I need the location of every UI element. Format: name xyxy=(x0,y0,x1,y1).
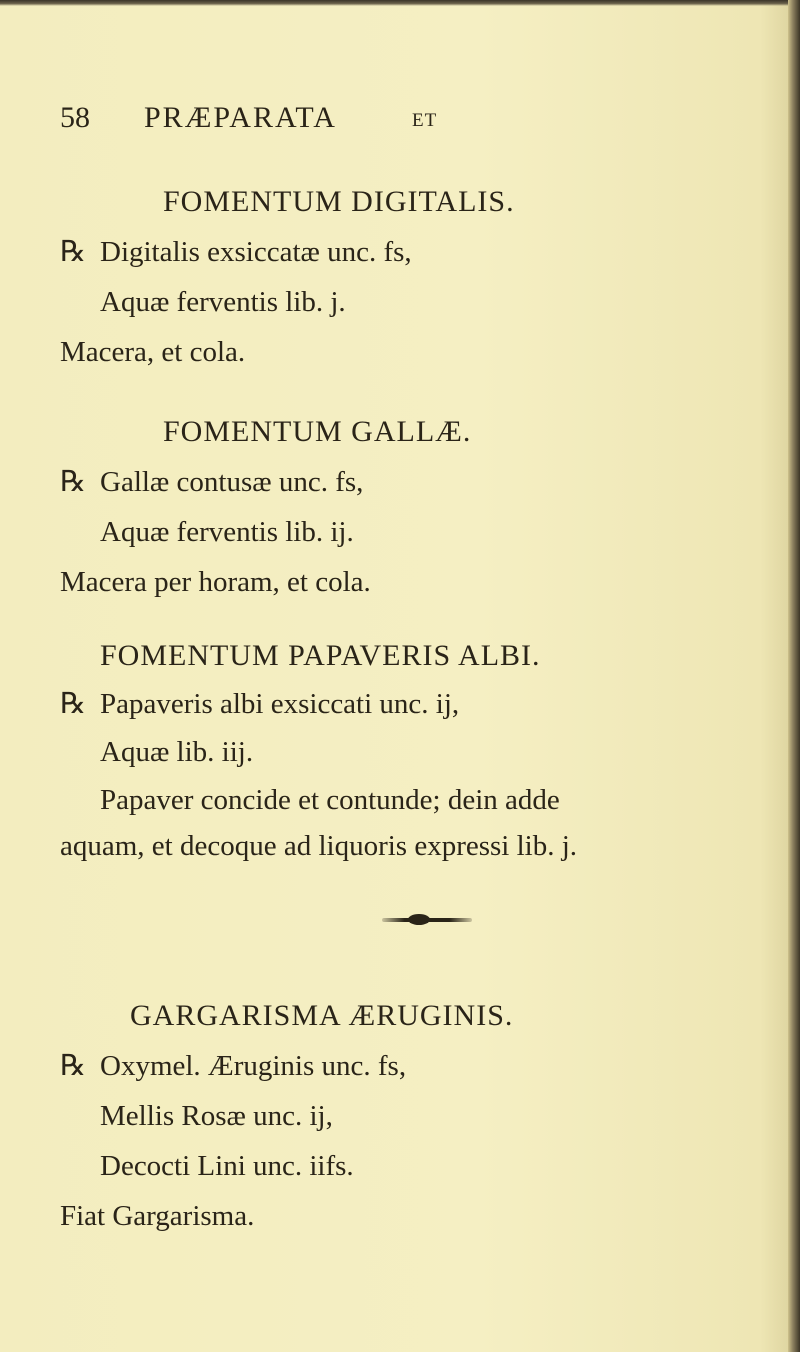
recipe-symbol: ℞ xyxy=(60,1050,86,1082)
page-number: 58 xyxy=(60,101,90,134)
recipe-line-text: Digitalis exsiccatæ unc. fs, xyxy=(100,236,412,268)
recipe-instruction: Macera per horam, et cola. xyxy=(60,566,371,598)
section-title-fomentum-digitalis: FOMENTUM DIGITALIS. xyxy=(163,185,515,218)
recipe-line xyxy=(60,1046,406,1086)
recipe-line xyxy=(60,232,412,272)
top-edge-shadow xyxy=(0,0,800,6)
running-title-et: ET xyxy=(412,110,438,131)
recipe-instruction: Papaver concide et contunde; dein adde xyxy=(100,784,560,816)
recipe-line-text: Oxymel. Æruginis unc. fs, xyxy=(100,1050,407,1082)
recipe-line: Aquæ ferventis lib. j. xyxy=(100,286,346,318)
recipe-line: Aquæ ferventis lib. ij. xyxy=(100,516,354,548)
recipe-instruction: Fiat Gargarisma. xyxy=(60,1200,255,1232)
section-title-fomentum-papaveris-albi: FOMENTUM PAPAVERIS ALBI. xyxy=(100,639,541,672)
section-title-fomentum-gallae: FOMENTUM GALLÆ. xyxy=(163,415,472,448)
recipe-line: Aquæ lib. iij. xyxy=(100,736,254,768)
section-title-gargarisma-aeruginis: GARGARISMA ÆRUGINIS. xyxy=(130,999,514,1032)
recipe-symbol: ℞ xyxy=(60,688,86,720)
recipe-line xyxy=(60,462,363,502)
recipe-instruction: aquam, et decoque ad liquoris expressi lib. j. xyxy=(60,830,578,862)
recipe-line-text: Papaveris albi exsiccati unc. ij, xyxy=(100,688,460,720)
running-title: PRÆPARATA xyxy=(144,101,337,134)
recipe-instruction: Macera, et cola. xyxy=(60,336,246,368)
recipe-line-text: Gallæ contusæ unc. fs, xyxy=(100,466,364,498)
recipe-line: Decocti Lini unc. iifs. xyxy=(100,1150,354,1182)
recipe-symbol: ℞ xyxy=(60,236,86,268)
running-header xyxy=(60,98,740,138)
ornamental-divider-knot xyxy=(408,914,430,925)
recipe-symbol: ℞ xyxy=(60,466,86,498)
recipe-line: Mellis Rosæ unc. ij, xyxy=(100,1100,333,1132)
recipe-line xyxy=(60,684,459,724)
page-gutter-edge xyxy=(788,0,800,1352)
